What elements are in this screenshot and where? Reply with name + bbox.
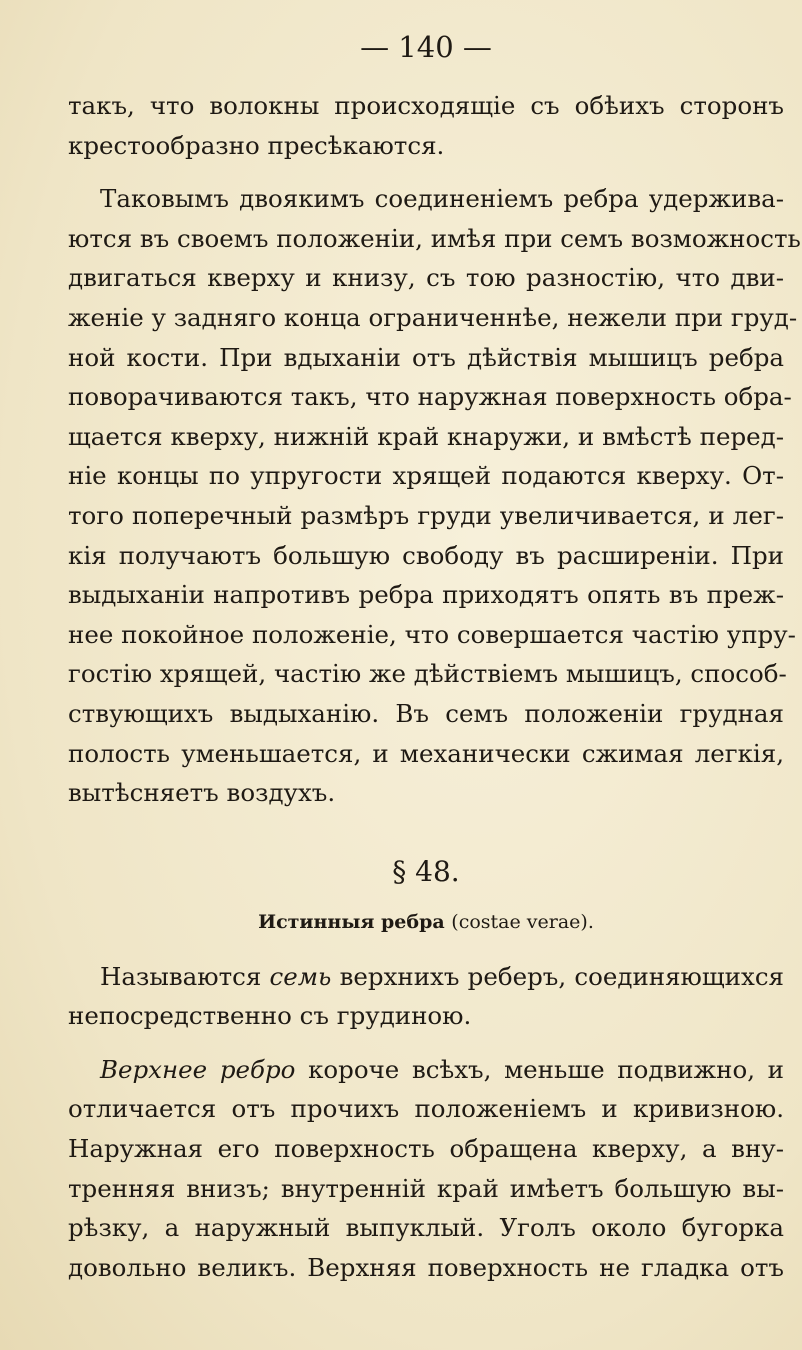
text-line: ются въ своемъ положеніи, имѣя при семъ возможность <box>68 223 801 253</box>
text-line <box>68 957 784 997</box>
text-line: щается кверху, нижній край кнаружи, и вмѣстѣ перед- <box>68 421 784 451</box>
text-line: вытѣсняетъ воздухъ. <box>68 778 336 808</box>
text-line: кія получаютъ большую свободу въ расширеніи. При <box>68 540 784 570</box>
section-heading-latin: (costae verae). <box>451 910 594 933</box>
text-line: выдыханіи напротивъ ребра приходятъ опять въ преж- <box>68 580 784 610</box>
text-line: поворачиваются такъ, что наружная поверхность обра- <box>68 382 792 412</box>
text-line: рѣзку, а наружный выпуклый. Уголъ около бугорка <box>68 1213 784 1243</box>
text-line: такъ, что волокны происходящіе съ обѣихъ сторонъ <box>68 91 784 120</box>
section-number: § 48. <box>392 854 460 888</box>
paragraph-2 <box>68 179 801 813</box>
text-run: Называются <box>100 961 270 991</box>
page-number: — 140 — <box>360 30 492 64</box>
text-line: ствующихъ выдыханію. Въ семъ положеніи грудная <box>68 698 784 728</box>
text-line: отличается отъ прочихъ положеніемъ и кривизною. <box>68 1094 784 1124</box>
text-line: тренняя внизъ; внутренній край имѣетъ большую вы- <box>68 1173 784 1203</box>
text-run: короче всѣхъ, меньше подвижно, и <box>295 1054 784 1084</box>
italic-term: Верхнее ребро <box>100 1054 296 1084</box>
paragraph-3 <box>68 957 784 1036</box>
paragraph-1 <box>68 86 784 165</box>
section-heading <box>68 909 784 935</box>
italic-term: семь <box>269 961 332 991</box>
paragraph-4 <box>68 1050 784 1288</box>
text-line: женіе у задняго конца ограниченнѣе, нежели при груд- <box>68 302 798 332</box>
text-line: ной кости. При вдыханіи отъ дѣйствія мышицъ ребра <box>68 342 784 372</box>
text-line: гостію хрящей, частію же дѣйствіемъ мышицъ, способ- <box>68 659 787 689</box>
text-line: полость уменьшается, и механически сжимая легкія, <box>68 738 784 768</box>
text-line: Таковымъ двоякимъ соединеніемъ ребра удержива- <box>100 184 784 214</box>
text-line: крестообразно пресѣкаются. <box>68 130 445 160</box>
section-heading-russian: Истинныя ребра <box>258 910 445 933</box>
text-line: нее покойное положеніе, что совершается частію упру- <box>68 619 796 649</box>
text-line: Наружная его поверхность обращена кверху, а вну- <box>68 1134 784 1164</box>
text-line: непосредственно съ грудиною. <box>68 1001 472 1031</box>
text-line <box>68 1050 784 1090</box>
text-line: того поперечный размѣръ груди увеличивается, и лег- <box>68 500 784 530</box>
text-line: довольно великъ. Верхняя поверхность не гладка отъ <box>68 1252 784 1282</box>
text-line: ніе концы по упругости хрящей подаются кверху. От- <box>68 461 784 491</box>
text-line: двигаться кверху и книзу, съ тою разностію, что дви- <box>68 263 784 293</box>
text-run: верхнихъ реберъ, соединяющихся <box>331 961 784 991</box>
